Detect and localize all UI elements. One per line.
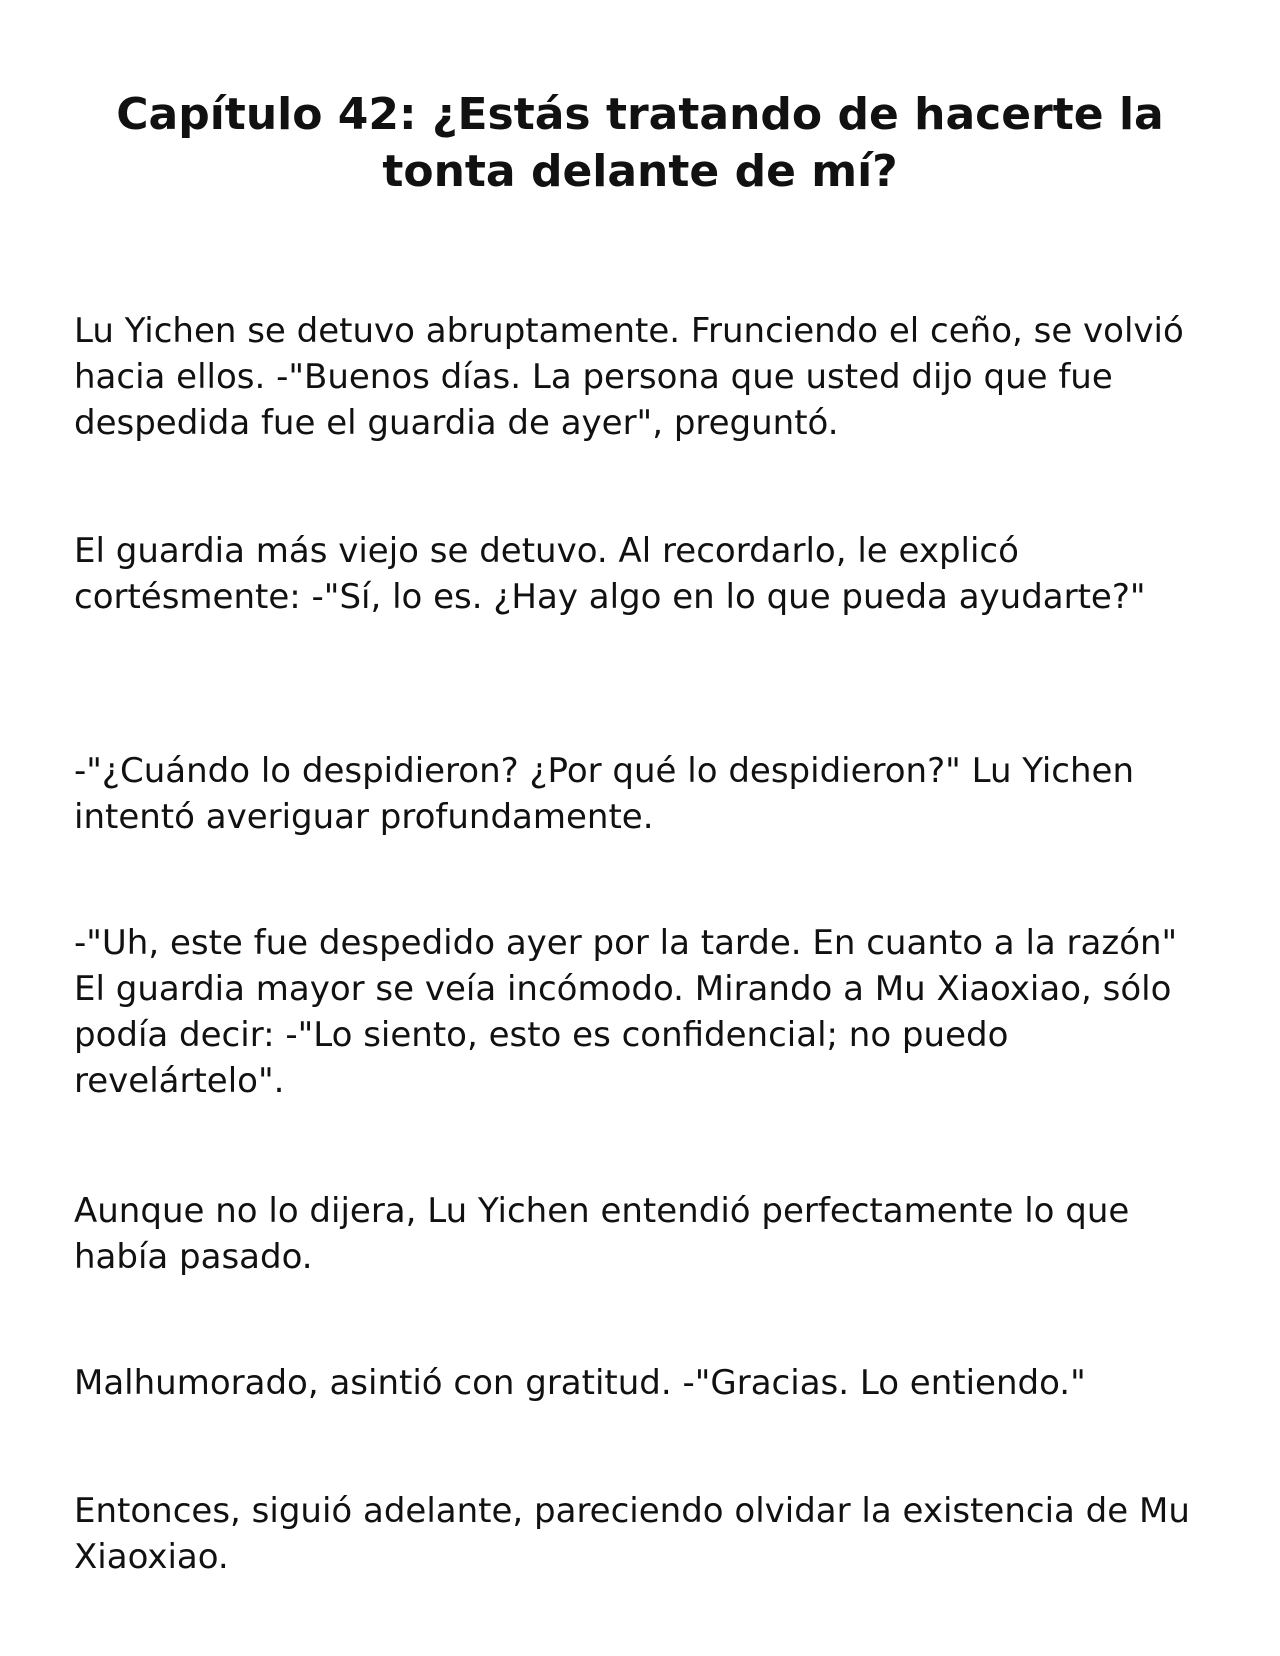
paragraph: -"Uh, este fue despedido ayer por la tarde. En cuanto a la razón" El guardia mayor se veía incómodo. Mirando a Mu Xiaoxiao, sólo podía decir: -"Lo siento, esto es confidencial; no puedo revelártelo". — [74, 923, 1178, 1101]
paragraph: -"¿Cuándo lo despidieron? ¿Por qué lo despidieron?" Lu Yichen intentó averiguar profundamente. — [74, 751, 1135, 837]
chapter-title: Capítulo 42: ¿Estás tratando de hacerte la tonta delante de mí? — [116, 89, 1164, 197]
paragraph: Lu Yichen se detuvo abruptamente. Frunciendo el ceño, se volvió hacia ellos. -"Buenos días. La persona que usted dijo que fue despedida fue el guardia de ayer", preguntó. — [74, 311, 1184, 443]
paragraph: Malhumorado, asintió con gratitud. -"Gracias. Lo entiendo." — [74, 1363, 1086, 1403]
paragraph: El guardia más viejo se detuvo. Al recordarlo, le explicó cortésmente: -"Sí, lo es. ¿Hay algo en lo que pueda ayudarte?" — [74, 531, 1146, 617]
paragraph: Entonces, siguió adelante, pareciendo olvidar la existencia de Mu Xiaoxiao. — [74, 1491, 1190, 1577]
paragraph: Aunque no lo dijera, Lu Yichen entendió perfectamente lo que había pasado. — [74, 1191, 1130, 1277]
